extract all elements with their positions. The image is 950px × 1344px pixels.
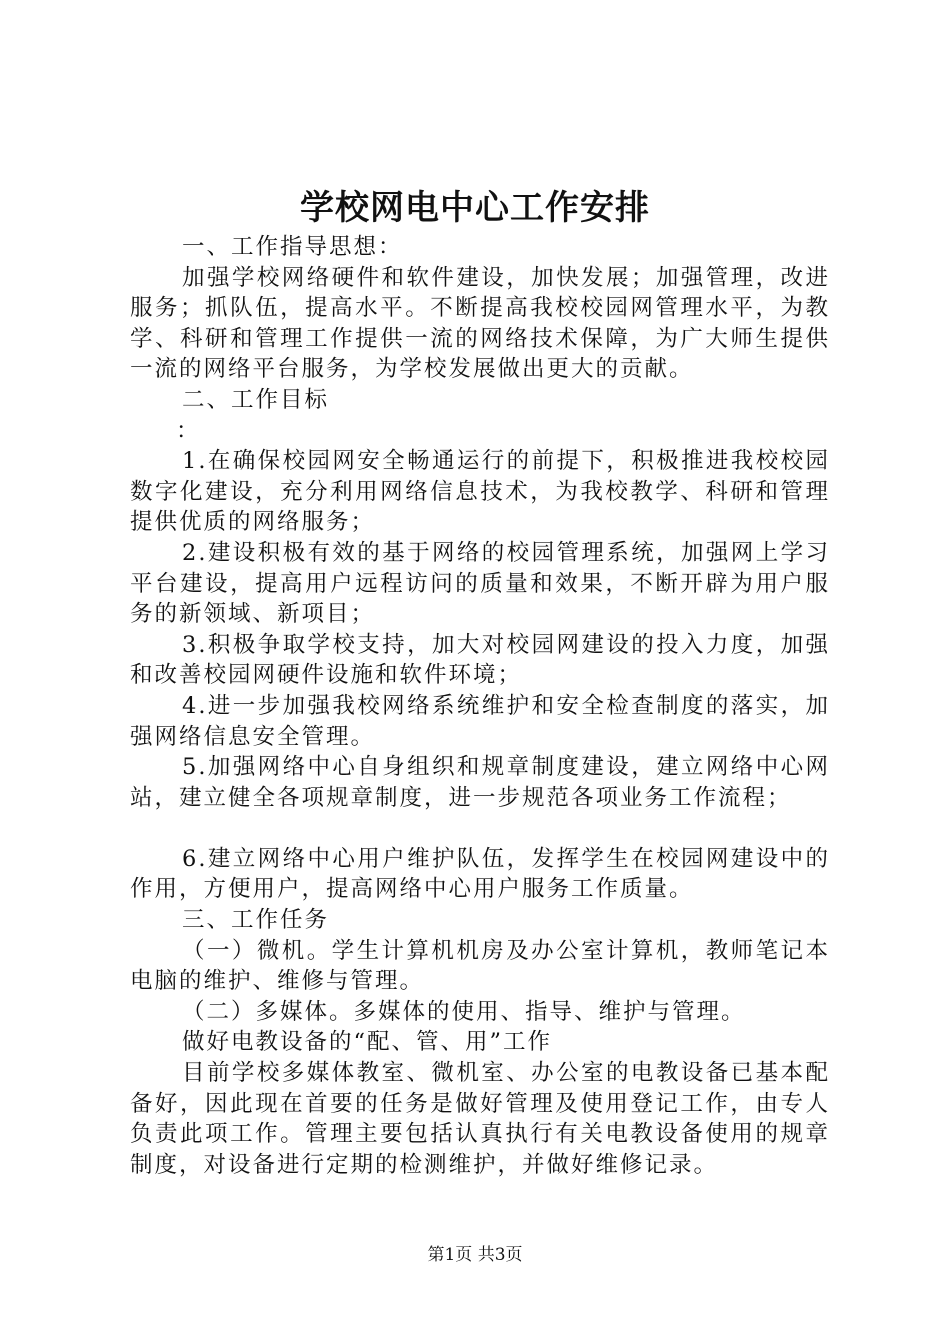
paragraph-guiding-thought: 加强学校网络硬件和软件建设，加快发展；加强管理，改进服务；抓队伍，提高水平。不断提高我校校园网管理水平，为教学、科研和管理工作提供一流的网络技术保障，为广大师生提供一流的网络平台服务，为学校发展做出更大的贡献。	[130, 264, 830, 383]
goals-colon: ：	[176, 417, 201, 444]
document-body	[130, 232, 830, 1180]
blank-line	[130, 813, 830, 844]
section-heading-guiding-thought: 一、工作指导思想：	[182, 234, 403, 260]
page-footer: 第1页 共3页	[427, 1245, 523, 1265]
section-heading-goals: 二、工作目标	[182, 386, 330, 413]
section-heading-tasks: 三、工作任务	[182, 907, 330, 934]
goal-item-4: 4.进一步加强我校网络系统维护和安全检查制度的落实，加强网络信息安全管理。	[130, 692, 830, 750]
goal-item-1: 1.在确保校园网安全畅通运行的前提下，积极推进我校校园数字化建设，充分利用网络信息技术，为我校教学、科研和管理提供优质的网络服务；	[130, 448, 830, 536]
goal-item-3: 3.积极争取学校支持，加大对校园网建设的投入力度，加强和改善校园网硬件设施和软件环境；	[130, 631, 830, 689]
goal-item-5: 5.加强网络中心自身组织和规章制度建设，建立网络中心网站，建立健全各项规章制度，进一步规范各项业务工作流程；	[130, 754, 830, 811]
subheading-av-equipment: 做好电教设备的“配、管、用”工作	[182, 1029, 553, 1056]
goal-item-6: 6.建立网络中心用户维护队伍，发挥学生在校园网建设中的作用，方便用户，提高网络中心用户服务工作质量。	[130, 845, 830, 903]
task-item-computers: （一）微机。学生计算机机房及办公室计算机，教师笔记本电脑的维护、维修与管理。	[130, 937, 830, 995]
paragraph-av-equipment: 目前学校多媒体教室、微机室、办公室的电教设备已基本配备好，因此现在首要的任务是做好管理及使用登记工作，由专人负责此项工作。管理主要包括认真执行有关电教设备使用的规章制度，对设备进行定期的检测维护，并做好维修记录。	[130, 1060, 830, 1178]
goal-item-2: 2.建设积极有效的基于网络的校园管理系统，加强网上学习平台建设，提高用户远程访问的质量和效果，不断开辟为用户服务的新领域、新项目；	[130, 539, 830, 628]
task-item-multimedia: （二）多媒体。多媒体的使用、指导、维护与管理。	[182, 998, 746, 1025]
document-title: 学校网电中心工作安排	[300, 188, 650, 228]
